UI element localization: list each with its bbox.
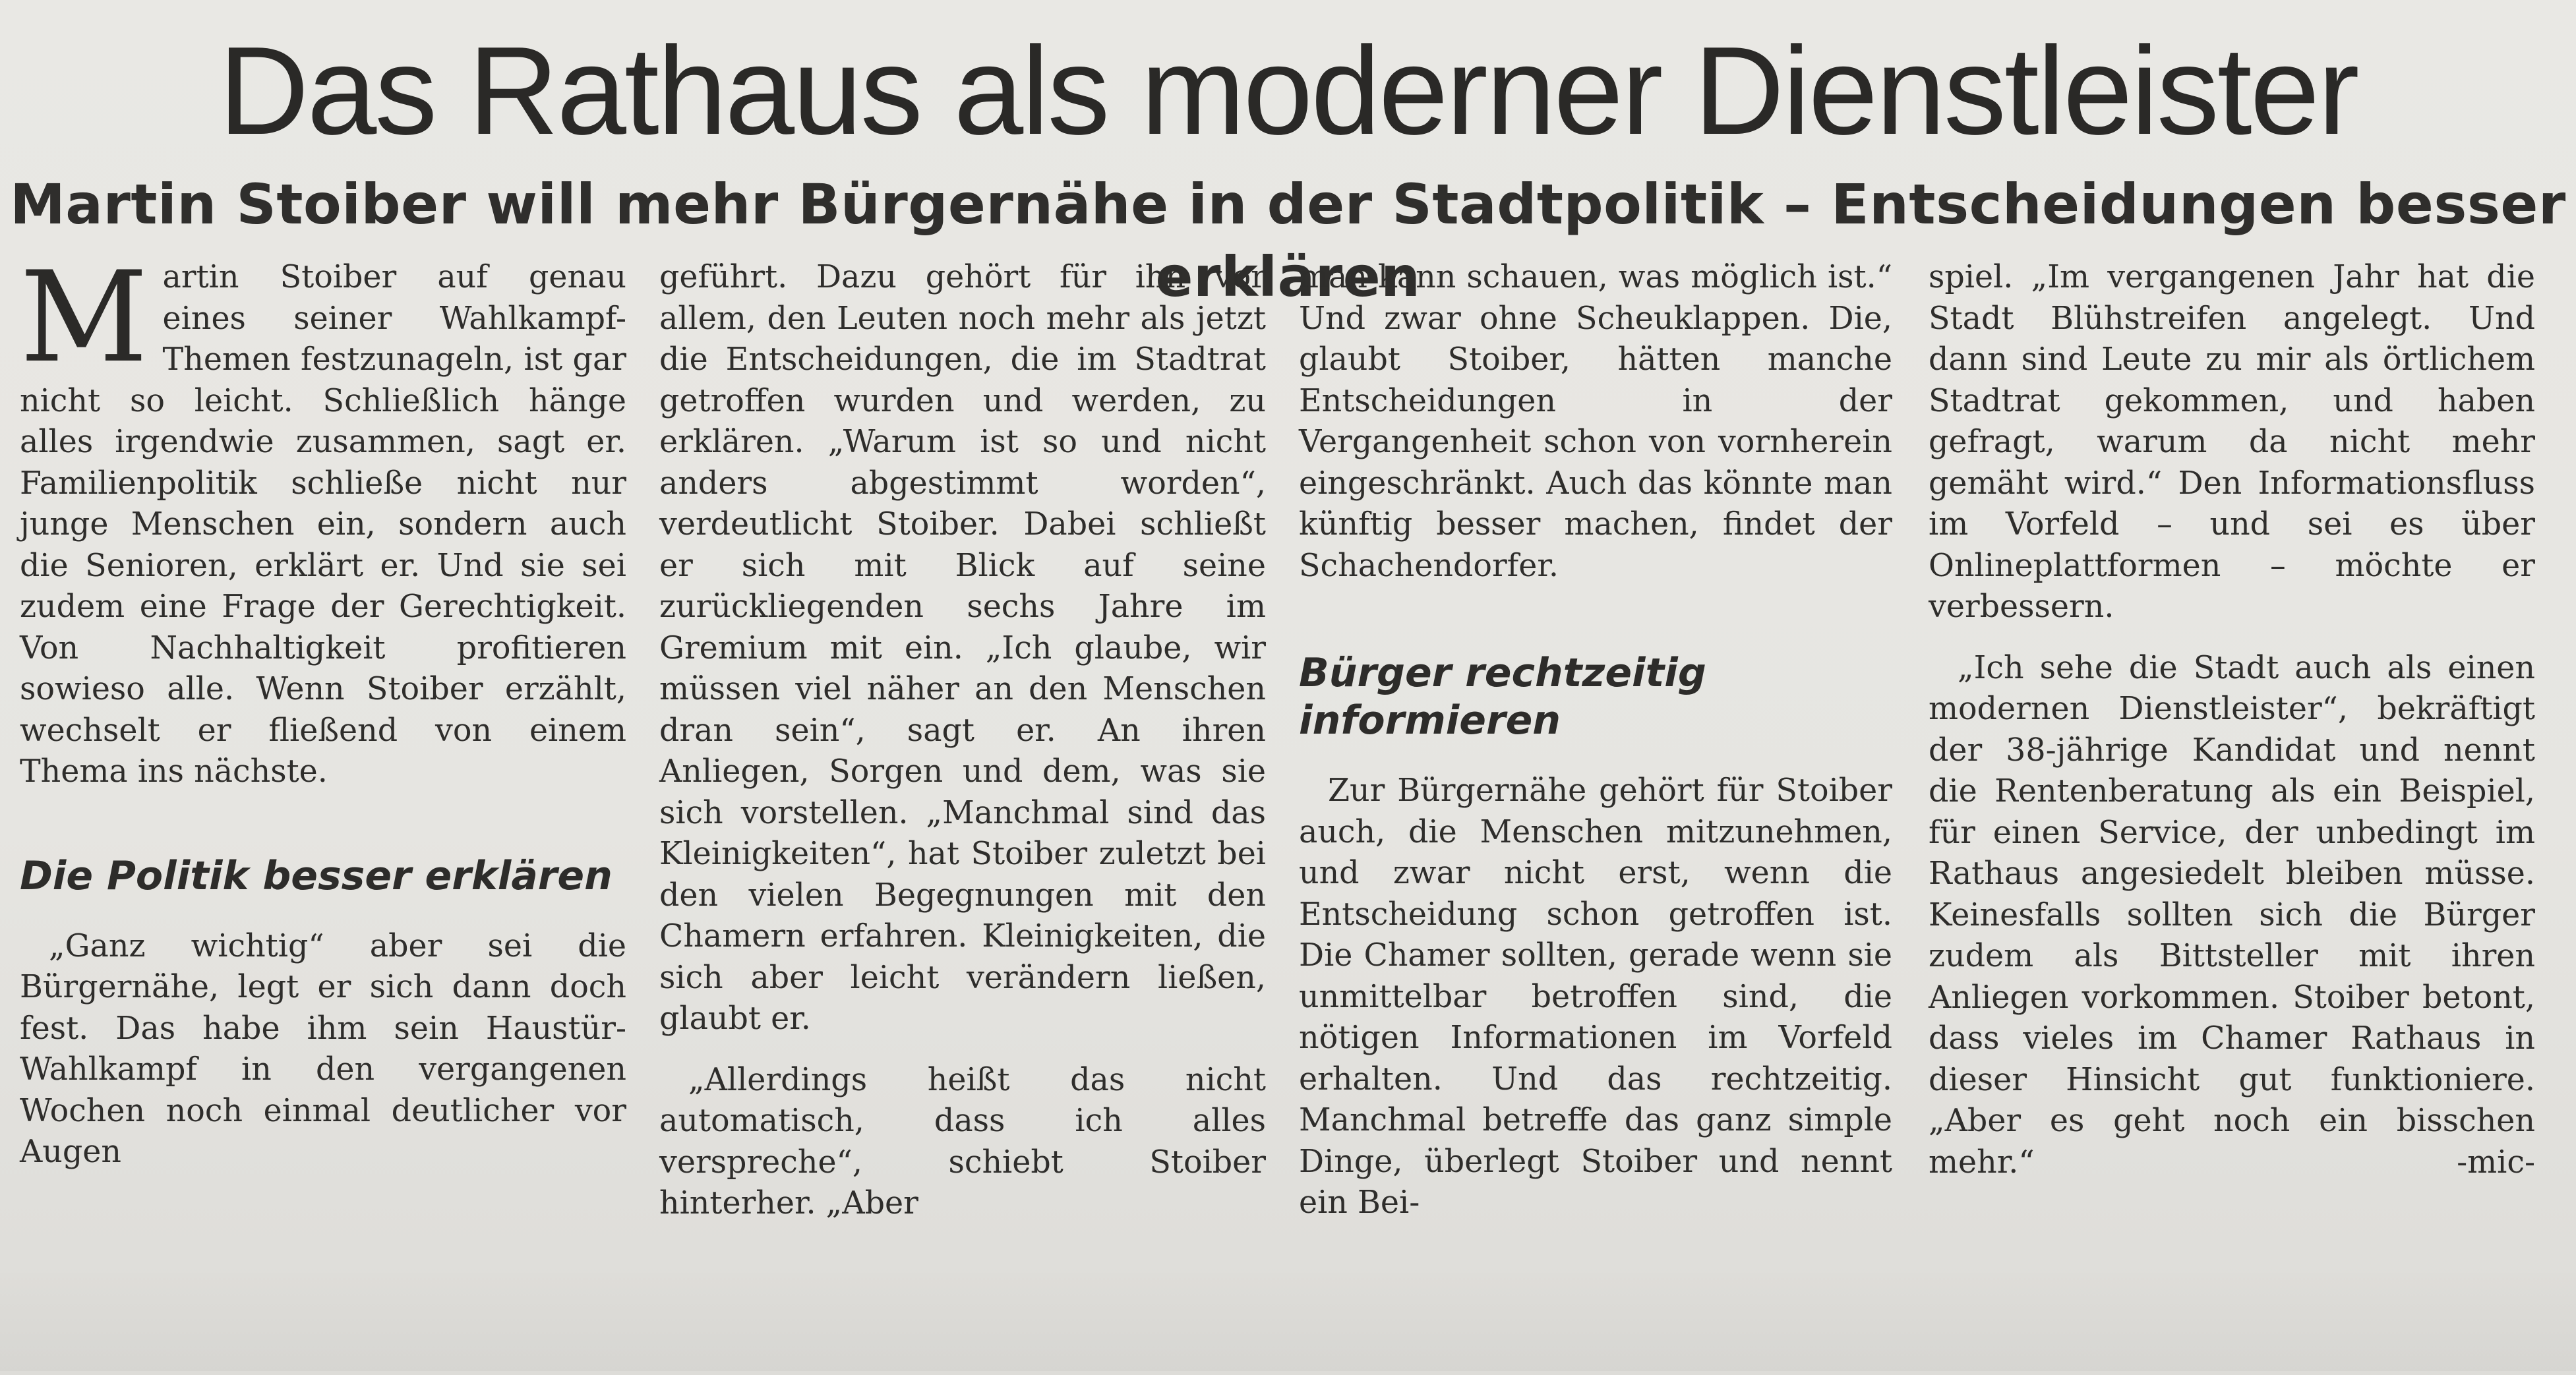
article-column-2: [659, 257, 1266, 1225]
section-subheading: Bürger rechtzeitig informieren: [1299, 650, 1706, 744]
paragraph: man kann schauen, was möglich ist.“ Und zwar ohne Scheuklappen. Die, glaubt Stoiber, hätten manche Entscheidungen in der Vergangenheit schon von vornherein eingeschränkt. Auch das könnte man künftig besser machen, findet der Schachendorfer.: [1299, 259, 1892, 584]
paragraph: „Ganz wichtig“ aber sei die Bürgernähe, legt er sich dann doch fest. Das habe ihm sein Haustür-Wahlkampf in den vergangenen Wochen noch einmal deutlicher vor Augen: [20, 927, 626, 1170]
paragraph: „Allerdings heißt das nicht automatisch, dass ich alles verspreche“, schiebt Stoiber hinterher. „Aber: [659, 1061, 1266, 1221]
paragraph: Zur Bürgernähe gehört für Stoiber auch, die Menschen mitzunehmen, und zwar nicht erst, wenn die Entscheidung schon getroffen ist. Die Chamer sollten, gerade wenn sie unmittelbar betroffen sind, die nötigen Informationen im Vorfeld erhalten. Und das rechtzeitig. Manchmal betreffe das ganz simple Dinge, überlegt Stoiber und nennt ein Bei-: [1299, 773, 1892, 1221]
paragraph: geführt. Dazu gehört für ihn vor allem, den Leuten noch mehr als jetzt die Entscheidungen, die im Stadtrat getroffen wurden und werden, zu erklären. „Warum ist so und nicht anders abgestimmt worden“, verdeutlicht Stoiber. Dabei schließt er sich mit Blick auf seine zurückliegenden sechs Jahre im Gremium mit ein. „Ich glaube, wir müssen viel näher an den Menschen dran sein“, sagt er. An ihren Anliegen, Sorgen und dem, was sie sich vorstellen. „Manchmal sind das Kleinigkeiten“, hat Stoiber zuletzt bei den vielen Begegnungen mit den Chamern erfahren. Kleinigkeiten, die sich aber leicht verändern ließen, glaubt er.: [659, 259, 1266, 1037]
article-column-3: [1299, 257, 1892, 1224]
article-column-1: [20, 245, 626, 1173]
drop-cap: M: [20, 245, 148, 390]
paper-bottom-edge: [0, 1266, 2576, 1371]
paragraph: spiel. „Im vergangenen Jahr hat die Stadt Blühstreifen angelegt. Und dann sind Leute zu mir als örtlichem Stadtrat gekommen, und haben gefragt, warum da nicht mehr gemäht wird.“ Den Informationsfluss im Vorfeld – und sei es über Onlineplattformen – möchte er verbessern.: [1929, 259, 2535, 625]
author-signature: -mic-: [2457, 1144, 2535, 1181]
paragraph: „Ich sehe die Stadt auch als einen modernen Dienstleister“, bekräftigt der 38-jährige Kandidat und nennt die Rentenberatung als ein Beispiel, für einen Service, der unbedingt im Rathaus angesiedelt bleiben müsse. Keinesfalls sollten sich die Bürger zudem als Bittsteller mit ihren Anliegen vorkommen. Stoiber betont, dass vieles im Chamer Rathaus in dieser Hinsicht gut funktioniere. „Aber es geht noch ein bisschen mehr.“: [1929, 649, 2535, 1181]
article-subheadline: Martin Stoiber will mehr Bürgernähe in der Stadtpolitik – Entscheidungen besser erklären: [10, 172, 2566, 309]
article-column-4: [1929, 257, 2535, 1183]
section-subheading: Die Politik besser erklären: [20, 852, 613, 899]
paragraph: artin Stoiber auf genau eines seiner Wahlkampf-Themen festzunageln, ist gar nicht so leicht. Schließlich hänge alles irgendwie zusammen, sagt er. Familienpolitik schließe nicht nur junge Menschen ein, sondern auch die Senioren, erklärt er. Und sie sei zudem eine Frage der Gerechtigkeit. Von Nachhaltigkeit profitieren sowieso alle. Wenn Stoiber erzählt, wechselt er fließend von einem Thema ins nächste.: [20, 259, 626, 790]
article-headline: Das Rathaus als moderner Dienstleister: [218, 21, 2358, 161]
